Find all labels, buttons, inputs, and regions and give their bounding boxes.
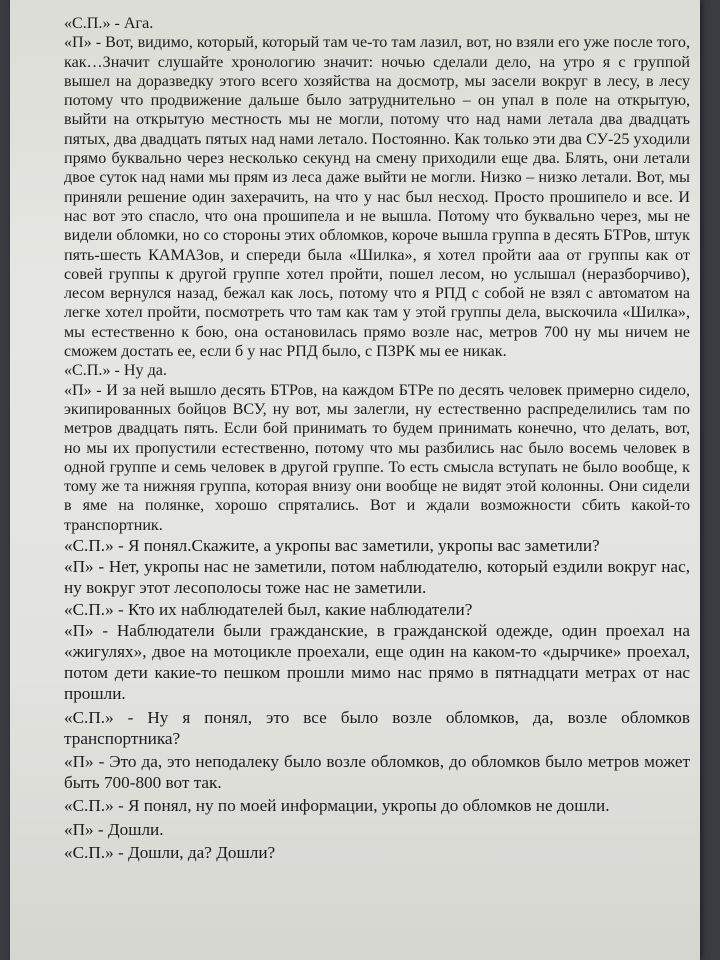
paragraph: «С.П.» - Ага.: [64, 15, 154, 32]
paragraph: «П» - Наблюдатели были гражданские, в гражданской одежде, один проехал на «жигулях», двое на мотоцикле проехали, еще один на каком-то «дырчике» проехал, потом дети какие-то пешком прошли мимо нас прямо в пятнадцати метрах от нас прошли.: [64, 620, 690, 704]
paragraph: «П» - И за ней вышло десять БТРов, на каждом БТРе по десять человек примерно сидело, экипированных бойцов ВСУ, ну вот, мы залегли, ну естественно распределились там по метров двадцать пять. Если бой принимать то будем принимать конечно, что делать, вот, но мы их пропустили естественно, потому что мы разбились нас было восемь человек в одной группе и семь человек в другой группе. То есть смысла вступать не было вообще, к тому же та нижняя группа, которая внизу они вообще не видят этой колонны. Они сидели в яме на полянке, хорошо спрятались. Вот и ждали возможности сбить какой-то транспортник.: [64, 381, 690, 534]
paragraph: «С.П.» - Ну да.: [64, 362, 167, 380]
transcript-text: [64, 14, 690, 863]
paragraph: «С.П.» - Я понял, ну по моей информации, укропы до обломков не дошли.: [64, 796, 610, 816]
paragraph: «С.П.» - Дошли, да? Дошли?: [64, 842, 276, 862]
document-page: [10, 0, 700, 960]
paragraph: «П» - Вот, видимо, который, который там че-то там лазил, вот, но взяли его уже после того, как…Значит слушайте хронологию значит: ночью сделали дело, на утро я с группой вышел на доразведку этого всего хозяйства на досмотр, мы засели вокруг в лесу, в лесу потому что продвижение дальше было затруднительно – он упал в поле на открытую, выйти на открытую местность мы не могли, потому что над нами летала два двадцать пятых, два двадцать пятых над нами летало. Постоянно. Как только эти два СУ-25 уходили прямо буквально через несколько секунд на смену приходили еще два. Блять, они летали двое суток над нами мы прям из леса даже выйти не могли. Низко – низко летали. Вот, мы приняли решение один захерачить, на что у нас был несход. Просто прошипело и все. И нас вот это спасло, что она прошипела и не вышла. Потому что буквально через, мы не видели обломки, но со стороны этих обломков, короче вышла группа в десять БТРов, штук пять-шесть КАМАЗов, и спереди была «Шилка», я хотел пройти ааа от группы как от совей группы к другой группе хотел пройти, пошел лесом, но услышал (неразборчиво), лесом вернулся назад, бежал как лось, потому что я РПД с собой не взял с автоматом на легке хотел пройти, посмотреть что там как там у этой группы дела, выскочила «Шилка», мы естественно к бою, она остановилась прямо возле нас, метров 700 ну мы ничем не сможем достать ее, если б у нас РПД было, с ПЗРК мы ее никак.: [64, 34, 690, 361]
paragraph: «С.П.» - Кто их наблюдателей был, какие наблюдатели?: [64, 599, 473, 619]
paragraph: «П» - Нет, укропы нас не заметили, потом наблюдателю, который ездили вокруг нас, ну вокруг этот лесополосы тоже нас не заметили.: [64, 557, 690, 598]
paragraph: «С.П.» - Ну я понял, это все было возле обломков, да, возле обломков транспортника?: [64, 707, 690, 748]
paragraph: «П» - Дошли.: [64, 819, 164, 839]
paragraph: «П» - Это да, это неподалеку было возле обломков, до обломков было метров может быть 700-800 вот так.: [64, 752, 690, 793]
paragraph: «С.П.» - Я понял.Скажите, а укропы вас заметили, укропы вас заметили?: [64, 536, 600, 556]
